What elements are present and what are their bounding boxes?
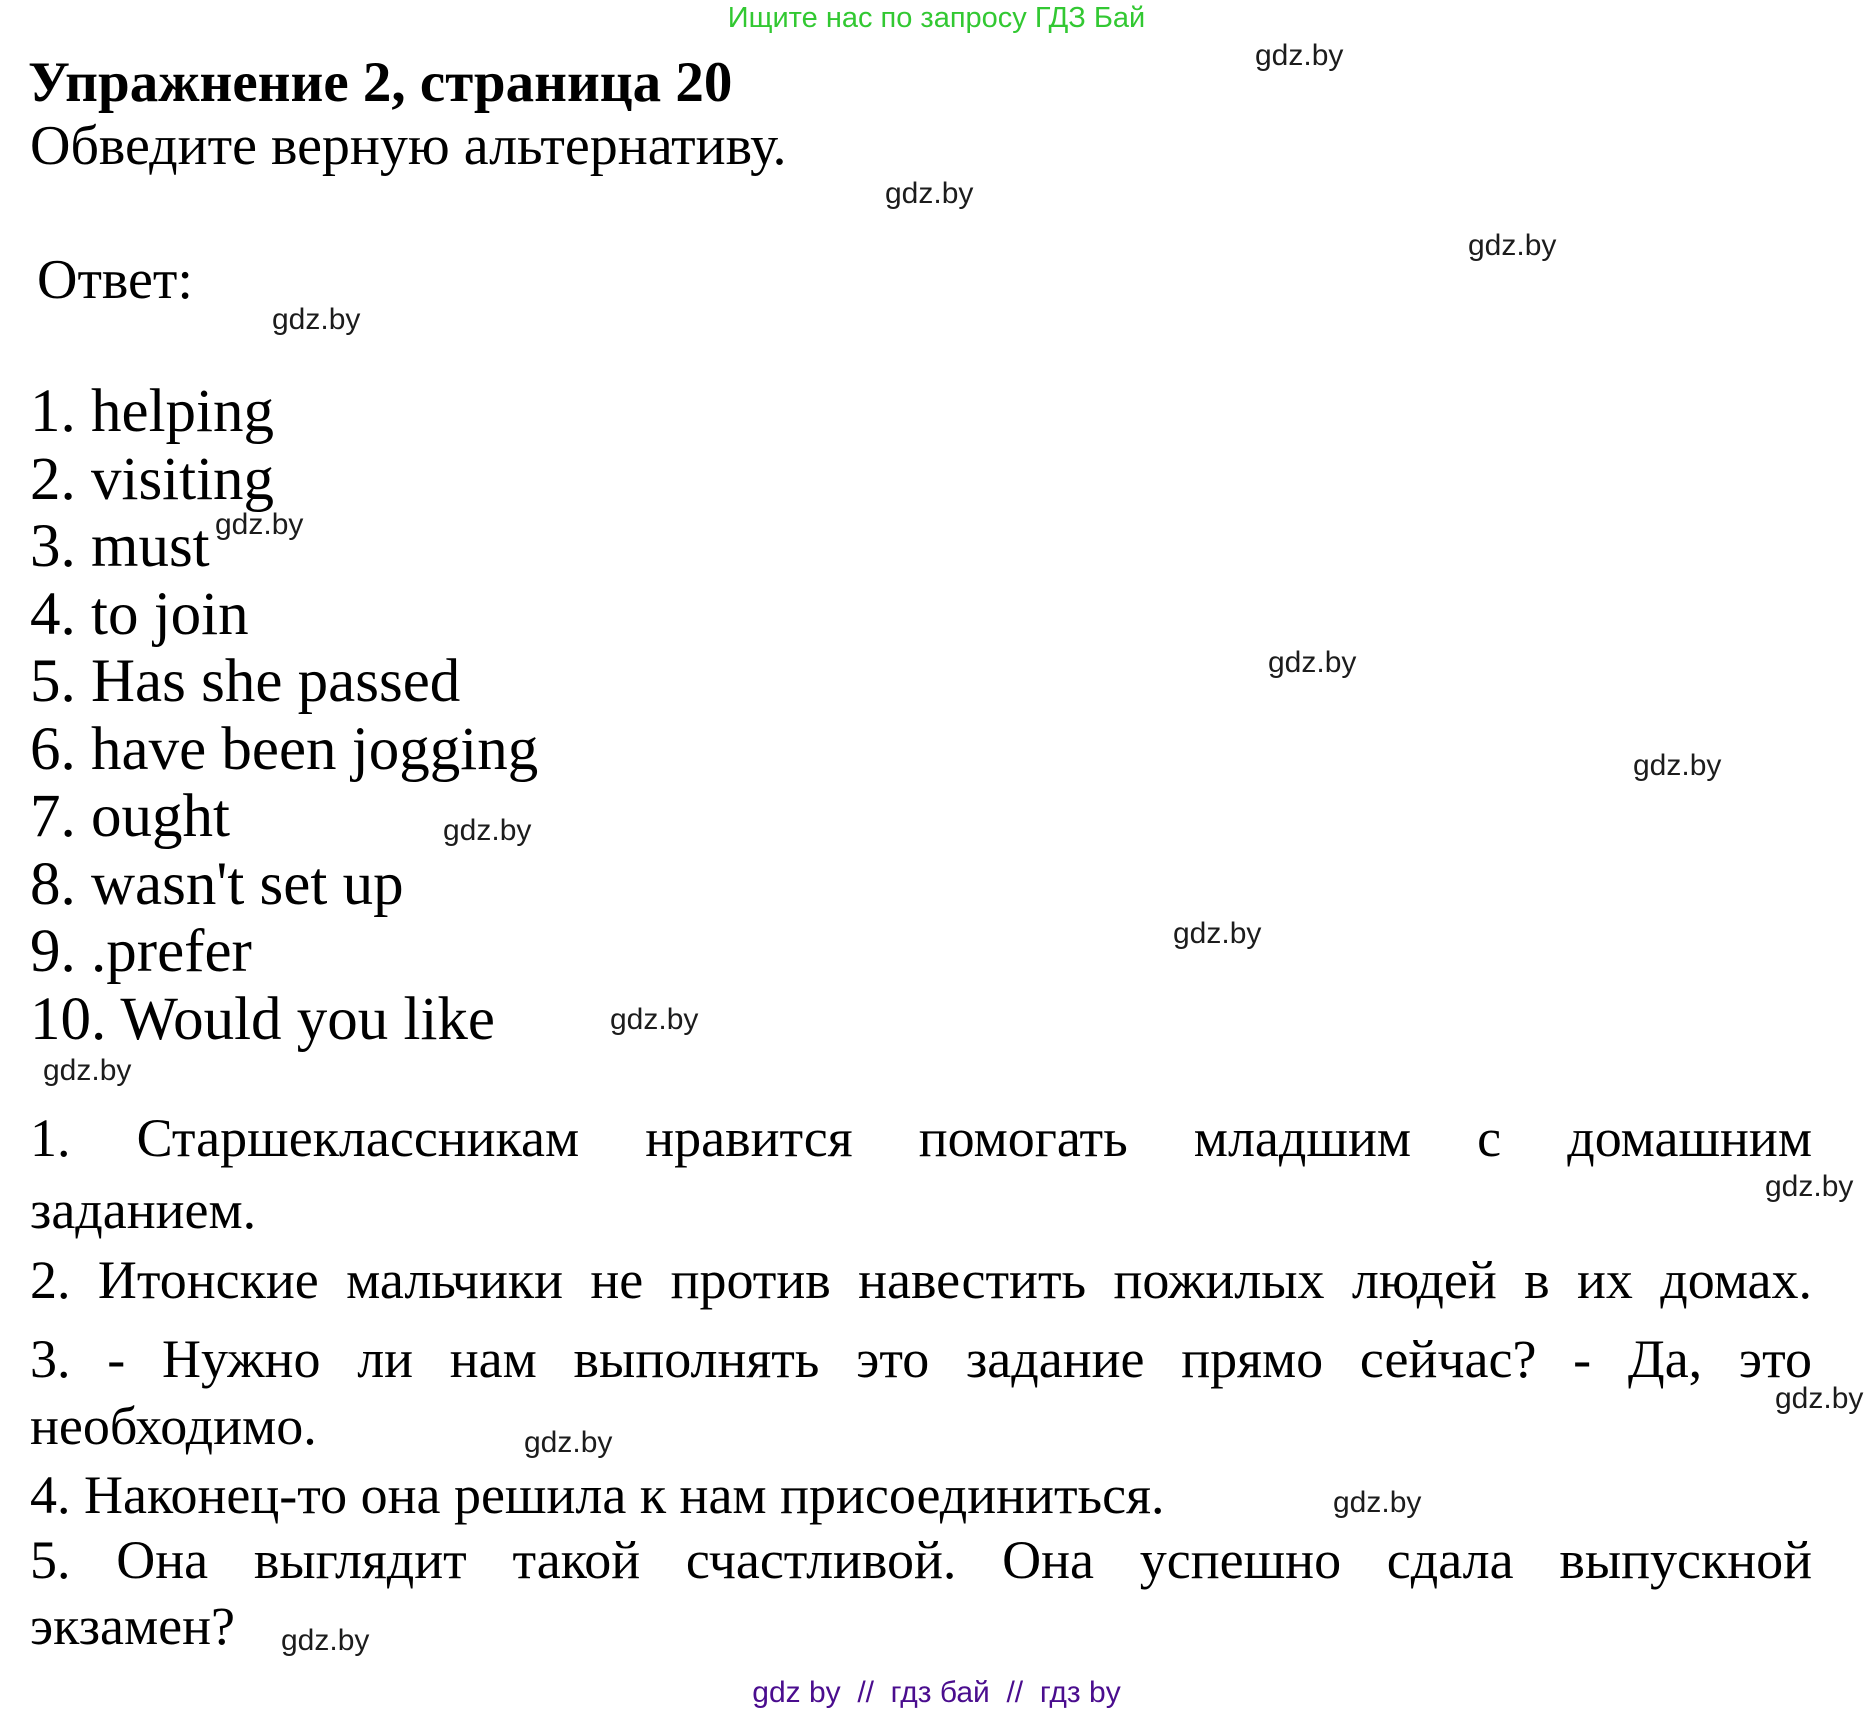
gdz-watermark: gdz.by [272, 303, 361, 336]
gdz-watermark: gdz.by [43, 1054, 132, 1087]
answer-item: 1. helping [30, 378, 274, 445]
answer-label: Ответ: [37, 249, 193, 311]
translation-line: необходимо. [30, 1396, 317, 1456]
exercise-instruction: Обведите верную альтернативу. [30, 115, 787, 177]
answer-item: 3. must [30, 513, 210, 580]
gdz-watermark: gdz.by [524, 1426, 613, 1459]
translation-line: 5. Она выглядит такой счастливой. Она успешно сдала выпускной [30, 1530, 1812, 1590]
gdz-watermark: gdz.by [443, 814, 532, 847]
answer-item: 10. Would you like [30, 985, 496, 1053]
gdz-watermark: gdz.by [1173, 917, 1262, 950]
translation-line: 3. - Нужно ли нам выполнять это задание прямо сейчас? - Да, это [30, 1329, 1812, 1389]
gdz-watermark: gdz.by [1268, 646, 1357, 679]
translation-line: 2. Итонские мальчики не против навестить пожилых людей в их домах. [30, 1250, 1812, 1310]
gdz-watermark: gdz.by [885, 177, 974, 210]
translation-line: экзамен? [30, 1596, 236, 1656]
translation-line: 4. Наконец-то она решила к нам присоединиться. [30, 1465, 1165, 1525]
promo-banner: Ищите нас по запросу ГДЗ Бай [727, 2, 1146, 34]
footer-links: gdz by // гдз бай // гдз by [752, 1676, 1121, 1709]
translation-line: 1. Старшеклассникам нравится помогать младшим с домашним [30, 1108, 1812, 1168]
answers-list [30, 378, 930, 1053]
gdz-watermark: gdz.by [281, 1624, 370, 1657]
page-title: Упражнение 2, страница 20 [28, 51, 733, 114]
answer-item: 9. .prefer [30, 918, 252, 985]
gdz-watermark: gdz.by [1633, 749, 1722, 782]
answer-item: 2. visiting [30, 445, 275, 513]
answer-item: 5. Has she passed [30, 648, 461, 715]
gdz-watermark: gdz.by [1255, 39, 1344, 72]
translation-line: заданием. [30, 1180, 257, 1240]
answer-item: 8. wasn't set up [30, 850, 404, 918]
gdz-watermark: gdz.by [215, 508, 304, 541]
gdz-watermark: gdz.by [1333, 1486, 1422, 1519]
answer-item: 7. ought [30, 783, 230, 850]
answer-item: 6. have been jogging [30, 715, 539, 783]
gdz-watermark: gdz.by [610, 1003, 699, 1036]
gdz-watermark: gdz.by [1468, 229, 1557, 262]
gdz-watermark: gdz.by [1775, 1382, 1864, 1415]
answer-item: 4. to join [30, 580, 249, 648]
gdz-watermark: gdz.by [1765, 1170, 1854, 1203]
